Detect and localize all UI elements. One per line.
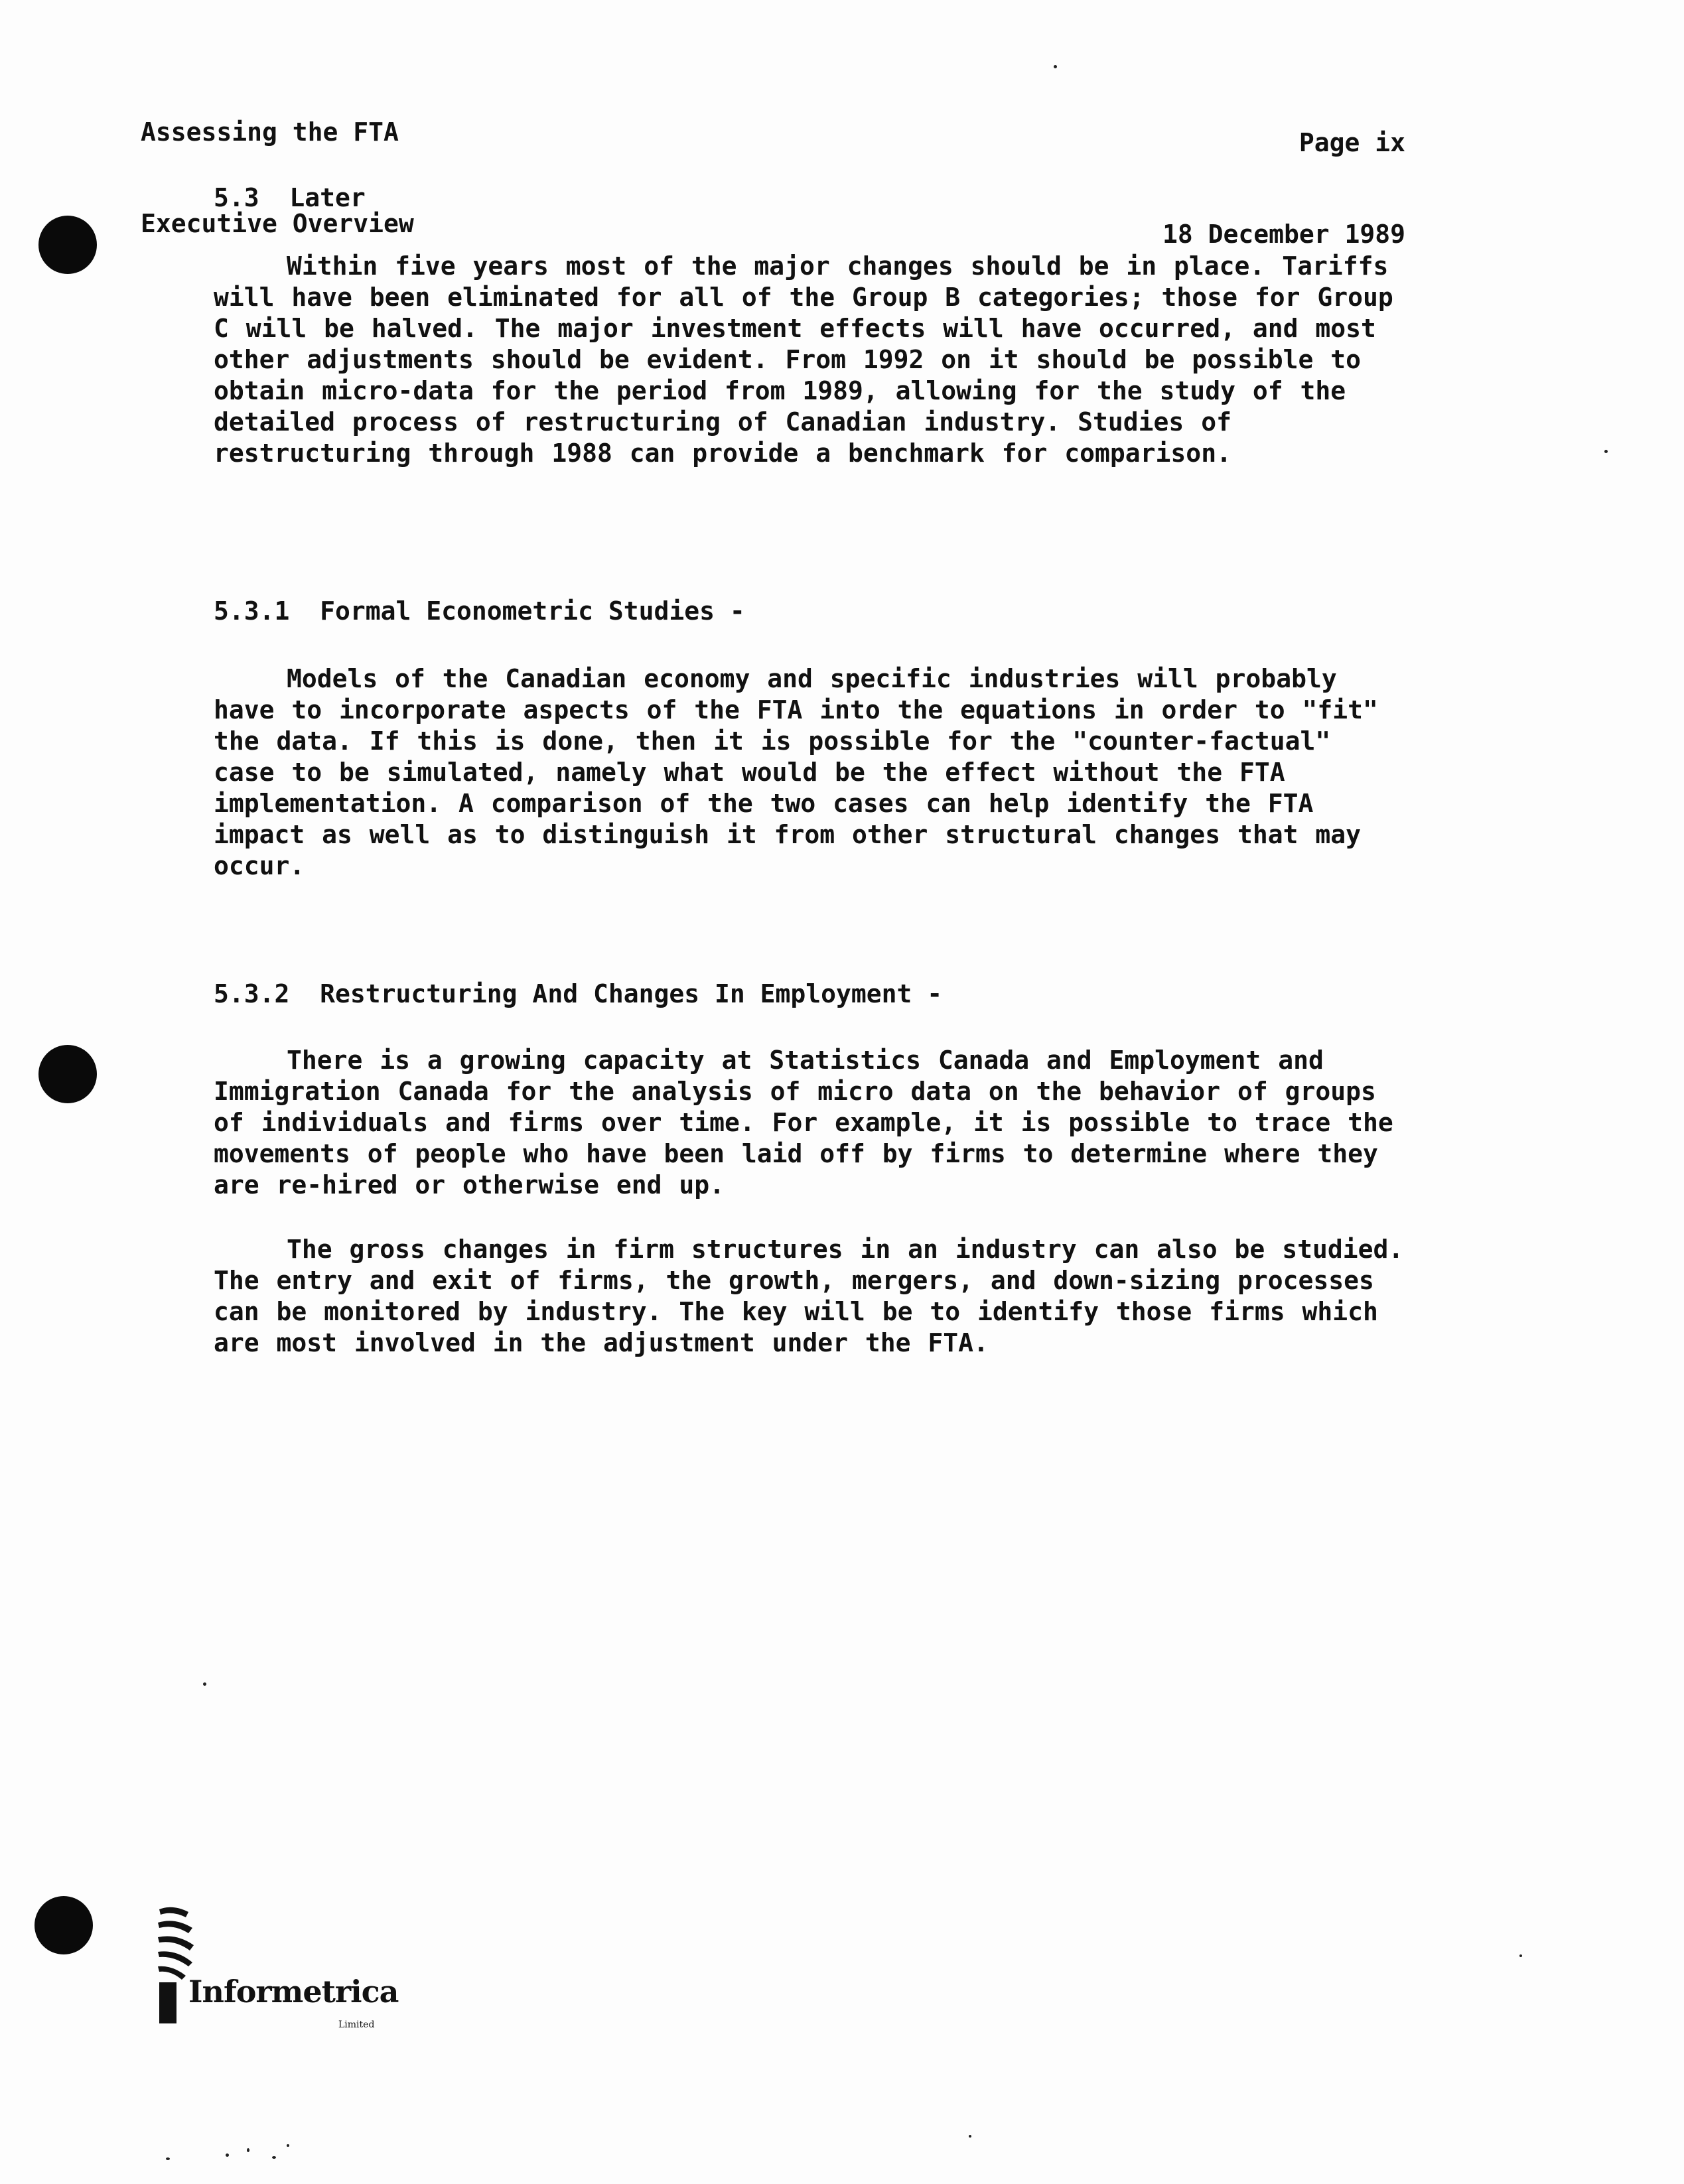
header-subtitle: Executive Overview [141,209,414,238]
informetrica-logo-icon [153,1897,391,2030]
page-number: Page ix [1298,128,1405,157]
logo-subtitle: Limited [338,2019,375,2030]
logo-wordmark: Informetrica [188,1974,399,2010]
scan-speckle [226,2153,229,2157]
header-title: Assessing the FTA [141,117,399,147]
scan-speckle [1604,450,1608,453]
scan-speckle [969,2135,971,2138]
section-heading-5-3: 5.3 Later [214,183,366,212]
section-heading-5-3-1: 5.3.1 Formal Econometric Studies - [214,596,745,626]
scan-speckle [272,2156,276,2159]
punch-hole-top [38,216,97,274]
section-paragraph: Models of the Canadian economy and specific industries will probably have to incorporate aspects of the FTA into the equations in order to "fit" the data. If this is done, then it is possible for the "counter-factual" case to be simulated, namely what would be the effect without the FTA implementation. A comparison of the two cases can help identify the FTA impact as well as to distinguish it from other structural changes that may occur. [214,664,1378,880]
punch-hole-bottom [35,1896,93,1954]
section-heading-5-3-2: 5.3.2 Restructuring And Changes In Employment - [214,979,943,1008]
section-paragraph: There is a growing capacity at Statistics Canada and Employment and Immigration Canada for the analysis of micro data on the behavior of groups of individuals and firms over time. For example, it is possible to trace the movements of people who have been laid off by firms to determine where they are re-hired or otherwise end up. [214,1046,1393,1199]
scan-speckle [1054,65,1057,68]
scan-speckle [1519,1954,1522,1957]
header-date: 18 December 1989 [1162,220,1405,249]
punch-hole-middle [38,1045,97,1103]
scan-speckle [203,1682,206,1686]
scan-speckle [287,2144,289,2147]
section-paragraph: The gross changes in firm structures in an industry can also be studied. The entry and exit of firms, the growth, mergers, and down-sizing processes can be monitored by industry. The key will be to identify those firms which are most involved in the adjustment under the FTA. [214,1235,1404,1357]
scan-speckle [166,2157,170,2160]
scan-speckle [247,2148,249,2152]
section-paragraph: Within five years most of the major changes should be in place. Tariffs will have been eliminated for all of the Group B categories; those for Group C will be halved. The major investment effects will have occurred, and most other adjustments should be evident. From 1992 on it should be possible to obtain micro-data for the period from 1989, allowing for the study of the detailed process of restructuring of Canadian industry. Studies of restructuring through 1988 can provide a benchmark for comparison. [214,251,1393,468]
